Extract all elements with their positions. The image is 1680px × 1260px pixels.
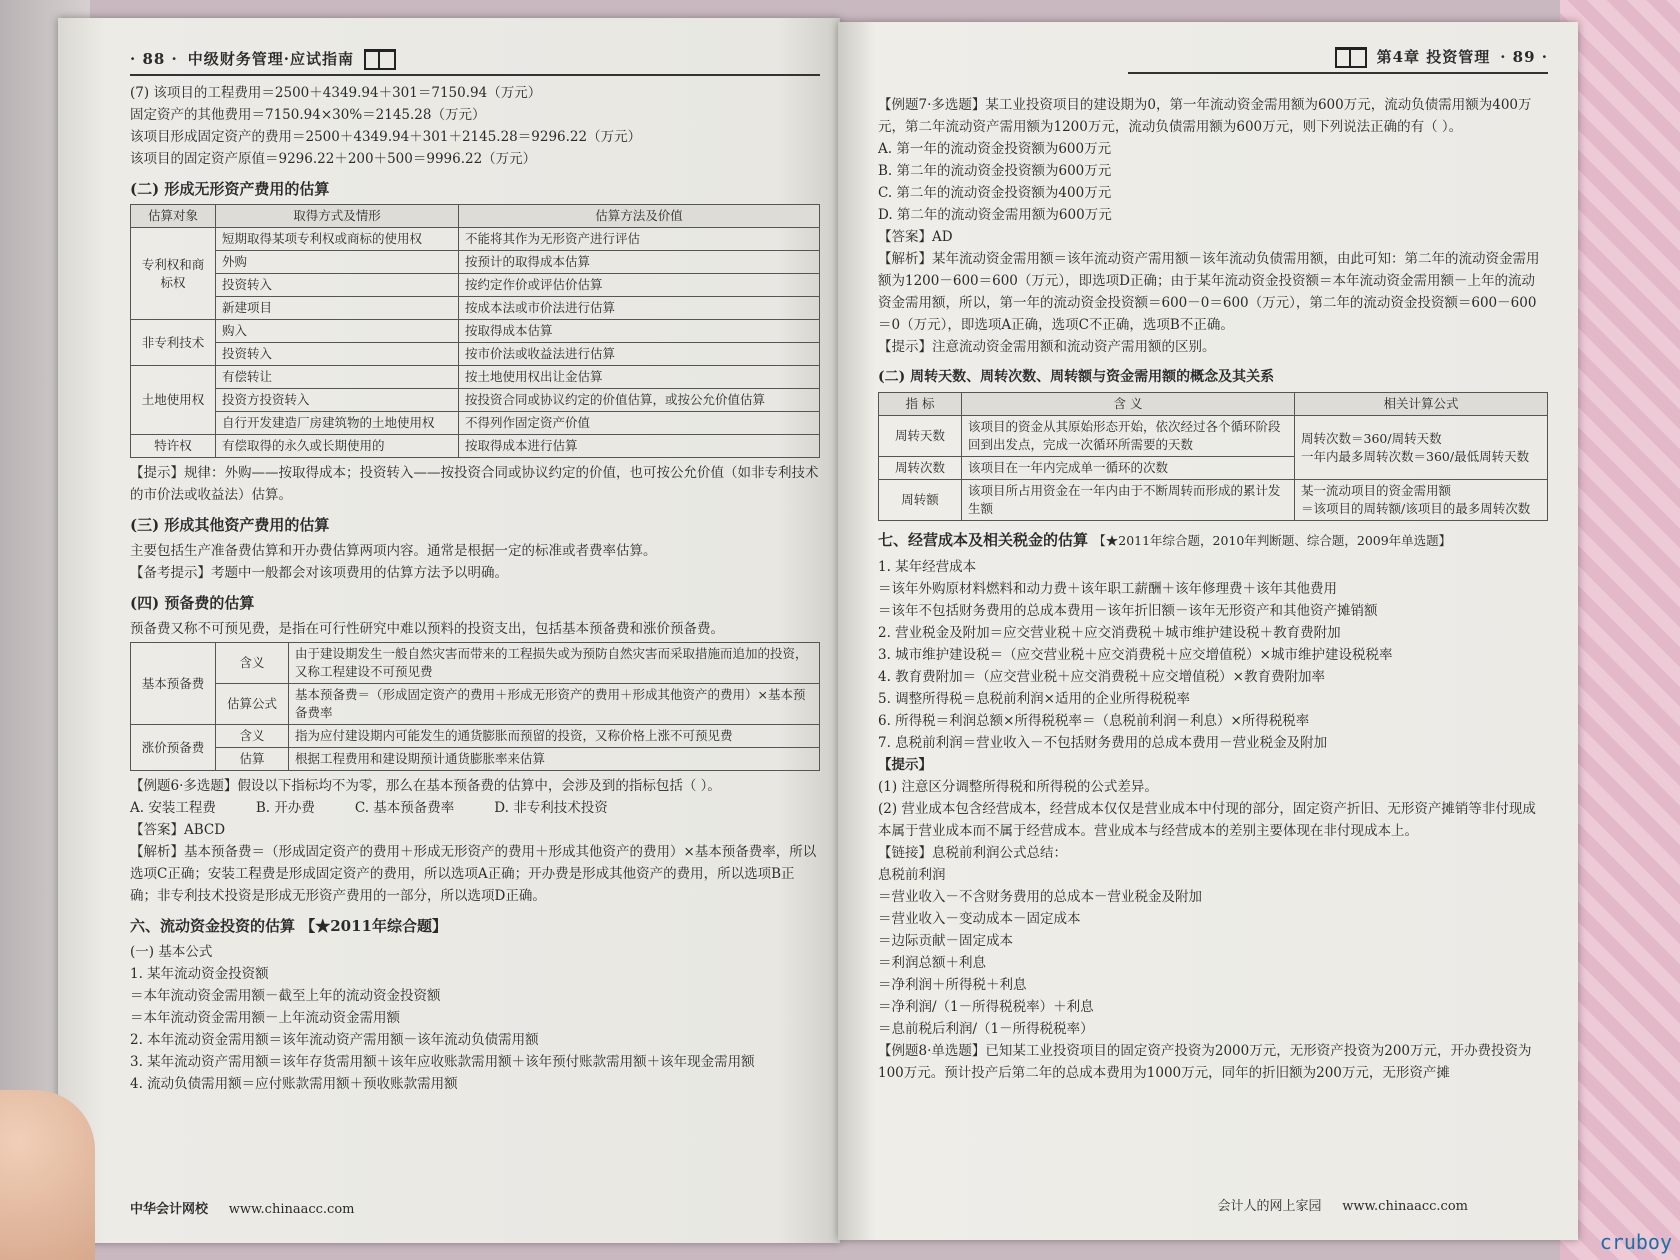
table-cell: 不得列作固定资产价值 [459, 412, 820, 435]
link-line: ＝营业收入－不含财务费用的总成本－营业税金及附加 [878, 889, 1202, 905]
link-title: 【链接】息税前利润公式总结： [878, 845, 1067, 861]
table-cell: 按取得成本进行估算 [459, 435, 820, 458]
intangible-asset-table [130, 204, 820, 458]
table-cell: 该项目在一年内完成单一循环的次数 [962, 457, 1295, 480]
right-header [1128, 46, 1548, 74]
table-cell: 涨价预备费 [131, 725, 216, 771]
table-cell: 周转次数＝360/周转天数 一年内最多周转次数＝360/最低周转天数 [1295, 416, 1548, 480]
option: C. 基本预备费率 [354, 800, 455, 816]
table-cell: 某一流动项目的资金需用额 ＝该项目的周转额/该项目的最多周转次数 [1295, 480, 1548, 521]
option: B. 开办费 [255, 800, 315, 816]
table-cell: 含义 [216, 725, 289, 748]
table-cell: 投资转入 [216, 343, 459, 366]
left-header-title: 中级财务管理·应试指南 [187, 50, 354, 68]
link-line: ＝营业收入－变动成本－固定成本 [878, 911, 1081, 927]
table-cell: 自行开发建造厂房建筑物的土地使用权 [216, 412, 459, 435]
table-cell: 有偿取得的永久或长期使用的 [216, 435, 459, 458]
table-cell: 基本预备费＝（形成固定资产的费用＋形成无形资产的费用＋形成其他资产的费用）×基本预备费率 [289, 684, 820, 725]
formula-line: 4. 流动负债需用额＝应付账款需用额＋预收账款需用额 [130, 1076, 458, 1092]
explanation: 【解析】某年流动资金需用额＝该年流动资产需用额－该年流动负债需用额，由此可知：第二年的流动资金需用额为1200－600＝600（万元），即选项D正确；由于某年流动资金投资额＝本年流动资金需用额－上年的流动资金需用额，所以，第一年的流动资金投资额＝600－0＝600（万元），第二年的流动资金投资额＝600－600＝0（万元），即选项A正确，选项C不正确，选项B不正确。 [878, 251, 1540, 333]
tip-text: 【备考提示】考题中一般都会对该项费用的估算方法予以明确。 [130, 565, 508, 581]
table-cell: 非专利技术 [131, 320, 216, 366]
link-line: ＝利润总额＋利息 [878, 955, 986, 971]
left-footer [130, 1198, 354, 1217]
example-options [130, 797, 820, 819]
paragraph: 主要包括生产准备费估算和开办费估算两项内容。通常是根据一定的标准或者费率估算。 [130, 543, 657, 559]
table-header: 取得方式及情形 [216, 205, 459, 228]
formula-line: ＝本年流动资金需用额－上年流动资金需用额 [130, 1010, 400, 1026]
table-cell: 该项目所占用资金在一年内由于不断周转而形成的累计发生额 [962, 480, 1295, 521]
table-cell: 按约定作价或评估价估算 [459, 274, 820, 297]
item-line: 4. 教育费附加＝（应交营业税＋应交消费税＋应交增值税）×教育费附加率 [878, 669, 1325, 685]
item-line: 5. 调整所得税＝息税前利润×适用的企业所得税税率 [878, 691, 1190, 707]
table-cell: 周转天数 [879, 416, 962, 457]
table-cell: 专利权和商标权 [131, 228, 216, 320]
text-line: (7) 该项目的工程费用＝2500＋4349.94＋301＝7150.94（万元） [130, 85, 542, 101]
table-cell: 按投资合同或协议约定的价值估算，或按公允价值估算 [459, 389, 820, 412]
item-line: 7. 息税前利润＝营业收入－不包括财务费用的总成本费用－营业税金及附加 [878, 735, 1328, 751]
item-line: 3. 城市维护建设税＝（应交营业税＋应交消费税＋应交增值税）×城市维护建设税税率 [878, 647, 1393, 663]
watermark: cruboy [1599, 1230, 1672, 1254]
footer-logo: 中华会计网校 [130, 1202, 209, 1217]
thumb [0, 1090, 95, 1260]
footer-url: www.chinaacc.com [1342, 1199, 1468, 1214]
formula-line: 3. 某年流动资产需用额＝该年存货需用额＋该年应收账款需用额＋该年预付账款需用额＋该年现金需用额 [130, 1054, 755, 1070]
table-cell: 含义 [216, 643, 289, 684]
table-cell: 估算公式 [216, 684, 289, 725]
option: B. 第二年的流动资金投资额为600万元 [878, 163, 1112, 179]
right-page [838, 22, 1578, 1240]
book-icon [1335, 47, 1367, 68]
background-fabric [1560, 0, 1680, 1260]
table-cell: 短期取得某项专利权或商标的使用权 [216, 228, 459, 251]
section-heading: (三) 形成其他资产费用的估算 [130, 516, 330, 534]
formula-line: 1. 某年流动资金投资额 [130, 966, 269, 982]
section-heading [878, 529, 1548, 552]
option: D. 非专利技术投资 [494, 800, 608, 816]
item-line: ＝该年外购原材料燃料和动力费＋该年职工薪酬＋该年修理费＋该年其他费用 [878, 581, 1337, 597]
table-header: 估算对象 [131, 205, 216, 228]
table-cell: 投资转入 [216, 274, 459, 297]
answer: 【答案】ABCD [130, 822, 226, 838]
section-tag: 【★2011年综合题】 [300, 917, 447, 935]
table-cell: 按土地使用权出让金估算 [459, 366, 820, 389]
table-cell: 特许权 [131, 435, 216, 458]
example-title: 【例题8·单选题】已知某工业投资项目的固定资产投资为2000万元，无形资产投资为200万元，开办费投资为100万元。预计投产后第二年的总成本费用为1000万元，同年的折旧额为200万元，无形资产摊 [878, 1043, 1532, 1081]
text-line: 固定资产的其他费用＝7150.94×30%＝2145.28（万元） [130, 107, 486, 123]
option: D. 第二年的流动资金需用额为600万元 [878, 207, 1112, 223]
section-heading: (四) 预备费的估算 [130, 594, 255, 612]
right-header-chapter: 第4章 投资管理 [1376, 48, 1491, 66]
option: A. 安装工程费 [130, 800, 216, 816]
tip-text: 【提示】注意流动资金需用额和流动资产需用额的区别。 [878, 339, 1216, 355]
table-cell: 投资方投资转入 [216, 389, 459, 412]
table-cell: 购入 [216, 320, 459, 343]
table-cell: 周转次数 [879, 457, 962, 480]
tip-text: (2) 营业成本包含经营成本，经营成本仅仅是营业成本中付现的部分，固定资产折旧、无形资产摊销等非付现成本属于营业成本而不属于经营成本。营业成本与经营成本的差别主要体现在非付现成本上。 [878, 801, 1536, 839]
left-page [58, 18, 840, 1243]
example-title: 【例题6·多选题】假设以下指标均不为零，那么在基本预备费的估算中，会涉及到的指标包括（ ）。 [130, 778, 721, 794]
section-heading [130, 915, 820, 937]
table-cell: 基本预备费 [131, 643, 216, 725]
link-line: ＝净利润/（1－所得税税率）＋利息 [878, 999, 1094, 1015]
right-footer [1218, 1195, 1468, 1214]
option: C. 第二年的流动资金投资额为400万元 [878, 185, 1112, 201]
table-cell: 有偿转让 [216, 366, 459, 389]
sub-heading: (一) 基本公式 [130, 944, 213, 960]
tip-text: 【提示】规律：外购——按取得成本；投资转入——按投资合同或协议约定的价值，也可按公允价值（如非专利技术的市价法或收益法）估算。 [130, 465, 819, 503]
section-heading: (二) 周转天数、周转次数、周转额与资金需用额的概念及其关系 [878, 369, 1275, 385]
table-cell: 按市价法或收益法进行估算 [459, 343, 820, 366]
link-line: ＝边际贡献－固定成本 [878, 933, 1013, 949]
example-title: 【例题7·多选题】某工业投资项目的建设期为0，第一年流动资金需用额为600万元，流动负债需用额为400万元，第二年流动资产需用额为1200万元，流动负债需用额为600万元，则下列说法正确的有（ ）。 [878, 97, 1532, 135]
item-line: ＝该年不包括财务费用的总成本费用－该年折旧额－该年无形资产和其他资产摊销额 [878, 603, 1378, 619]
footer-site: 会计人的网上家园 [1217, 1199, 1322, 1214]
text-line: 该项目的固定资产原值＝9296.22＋200＋500＝9996.22（万元） [130, 151, 537, 167]
left-page-number: · 88 · [130, 50, 178, 68]
explanation: 【解析】基本预备费＝（形成固定资产的费用＋形成无形资产的费用＋形成其他资产的费用）×基本预备费率，所以选项C正确；安装工程费是形成固定资产的费用，所以选项A正确；开办费是形成其他资产的费用，所以选项B正确；非专利技术投资是形成无形资产费用的一部分，所以选项D正确。 [130, 844, 817, 904]
section-tag: 【★2011年综合题，2010年判断题、综合题，2009年单选题】 [1093, 533, 1452, 548]
item-line: 2. 营业税金及附加＝应交营业税＋应交消费税＋城市维护建设税＋教育费附加 [878, 625, 1341, 641]
paragraph: 预备费又称不可预见费，是指在可行性研究中难以预料的投资支出，包括基本预备费和涨价预备费。 [130, 621, 724, 637]
item-line: 1. 某年经营成本 [878, 559, 977, 575]
reserve-fee-table [130, 642, 820, 771]
table-cell: 根据工程费用和建设期预计通货膨胀率来估算 [289, 748, 820, 771]
table-header: 相关计算公式 [1295, 393, 1548, 416]
turnover-table [878, 392, 1548, 521]
section-title: 七、经营成本及相关税金的估算 [878, 531, 1089, 549]
book-icon [364, 49, 396, 70]
table-header: 估算方法及价值 [459, 205, 820, 228]
link-line: ＝息前税后利润/（1－所得税税率） [878, 1021, 1094, 1037]
text-line: 该项目形成固定资产的费用＝2500＋4349.94＋301＋2145.28＝9296.22（万元） [130, 129, 642, 145]
link-line: 息税前利润 [878, 867, 946, 883]
right-page-number: · 89 · [1500, 48, 1548, 66]
tip-text: (1) 注意区分调整所得税和所得税的公式差异。 [878, 779, 1158, 795]
table-cell: 周转额 [879, 480, 962, 521]
formula-line: ＝本年流动资金需用额－截至上年的流动资金投资额 [130, 988, 441, 1004]
footer-url: www.chinaacc.com [228, 1202, 355, 1217]
tip-title: 【提示】 [878, 757, 932, 773]
answer: 【答案】AD [878, 229, 953, 245]
table-cell: 新建项目 [216, 297, 459, 320]
table-cell: 按取得成本估算 [459, 320, 820, 343]
table-cell: 该项目的资金从其原始形态开始，依次经过各个循环阶段回到出发点，完成一次循环所需要的天数 [962, 416, 1295, 457]
table-cell: 按成本法或市价法进行估算 [459, 297, 820, 320]
table-cell: 指为应付建设期内可能发生的通货膨胀而预留的投资，又称价格上涨不可预见费 [289, 725, 820, 748]
section-title: 六、流动资金投资的估算 [130, 917, 296, 935]
table-cell: 估算 [216, 748, 289, 771]
formula-line: 2. 本年流动资金需用额＝该年流动资产需用额－该年流动负债需用额 [130, 1032, 539, 1048]
table-cell: 土地使用权 [131, 366, 216, 435]
link-line: ＝净利润＋所得税＋利息 [878, 977, 1027, 993]
table-cell: 外购 [216, 251, 459, 274]
table-header: 含 义 [962, 393, 1295, 416]
item-line: 6. 所得税＝利润总额×所得税税率＝（息税前利润－利息）×所得税税率 [878, 713, 1310, 729]
table-cell: 按预计的取得成本估算 [459, 251, 820, 274]
table-cell: 不能将其作为无形资产进行评估 [459, 228, 820, 251]
table-cell: 由于建设期发生一般自然灾害而带来的工程损失或为预防自然灾害而采取措施而追加的投资，又称工程建设不可预见费 [289, 643, 820, 684]
section-heading: (二) 形成无形资产费用的估算 [130, 180, 330, 198]
left-header [130, 48, 820, 76]
option: A. 第一年的流动资金投资额为600万元 [878, 141, 1112, 157]
table-header: 指 标 [879, 393, 962, 416]
